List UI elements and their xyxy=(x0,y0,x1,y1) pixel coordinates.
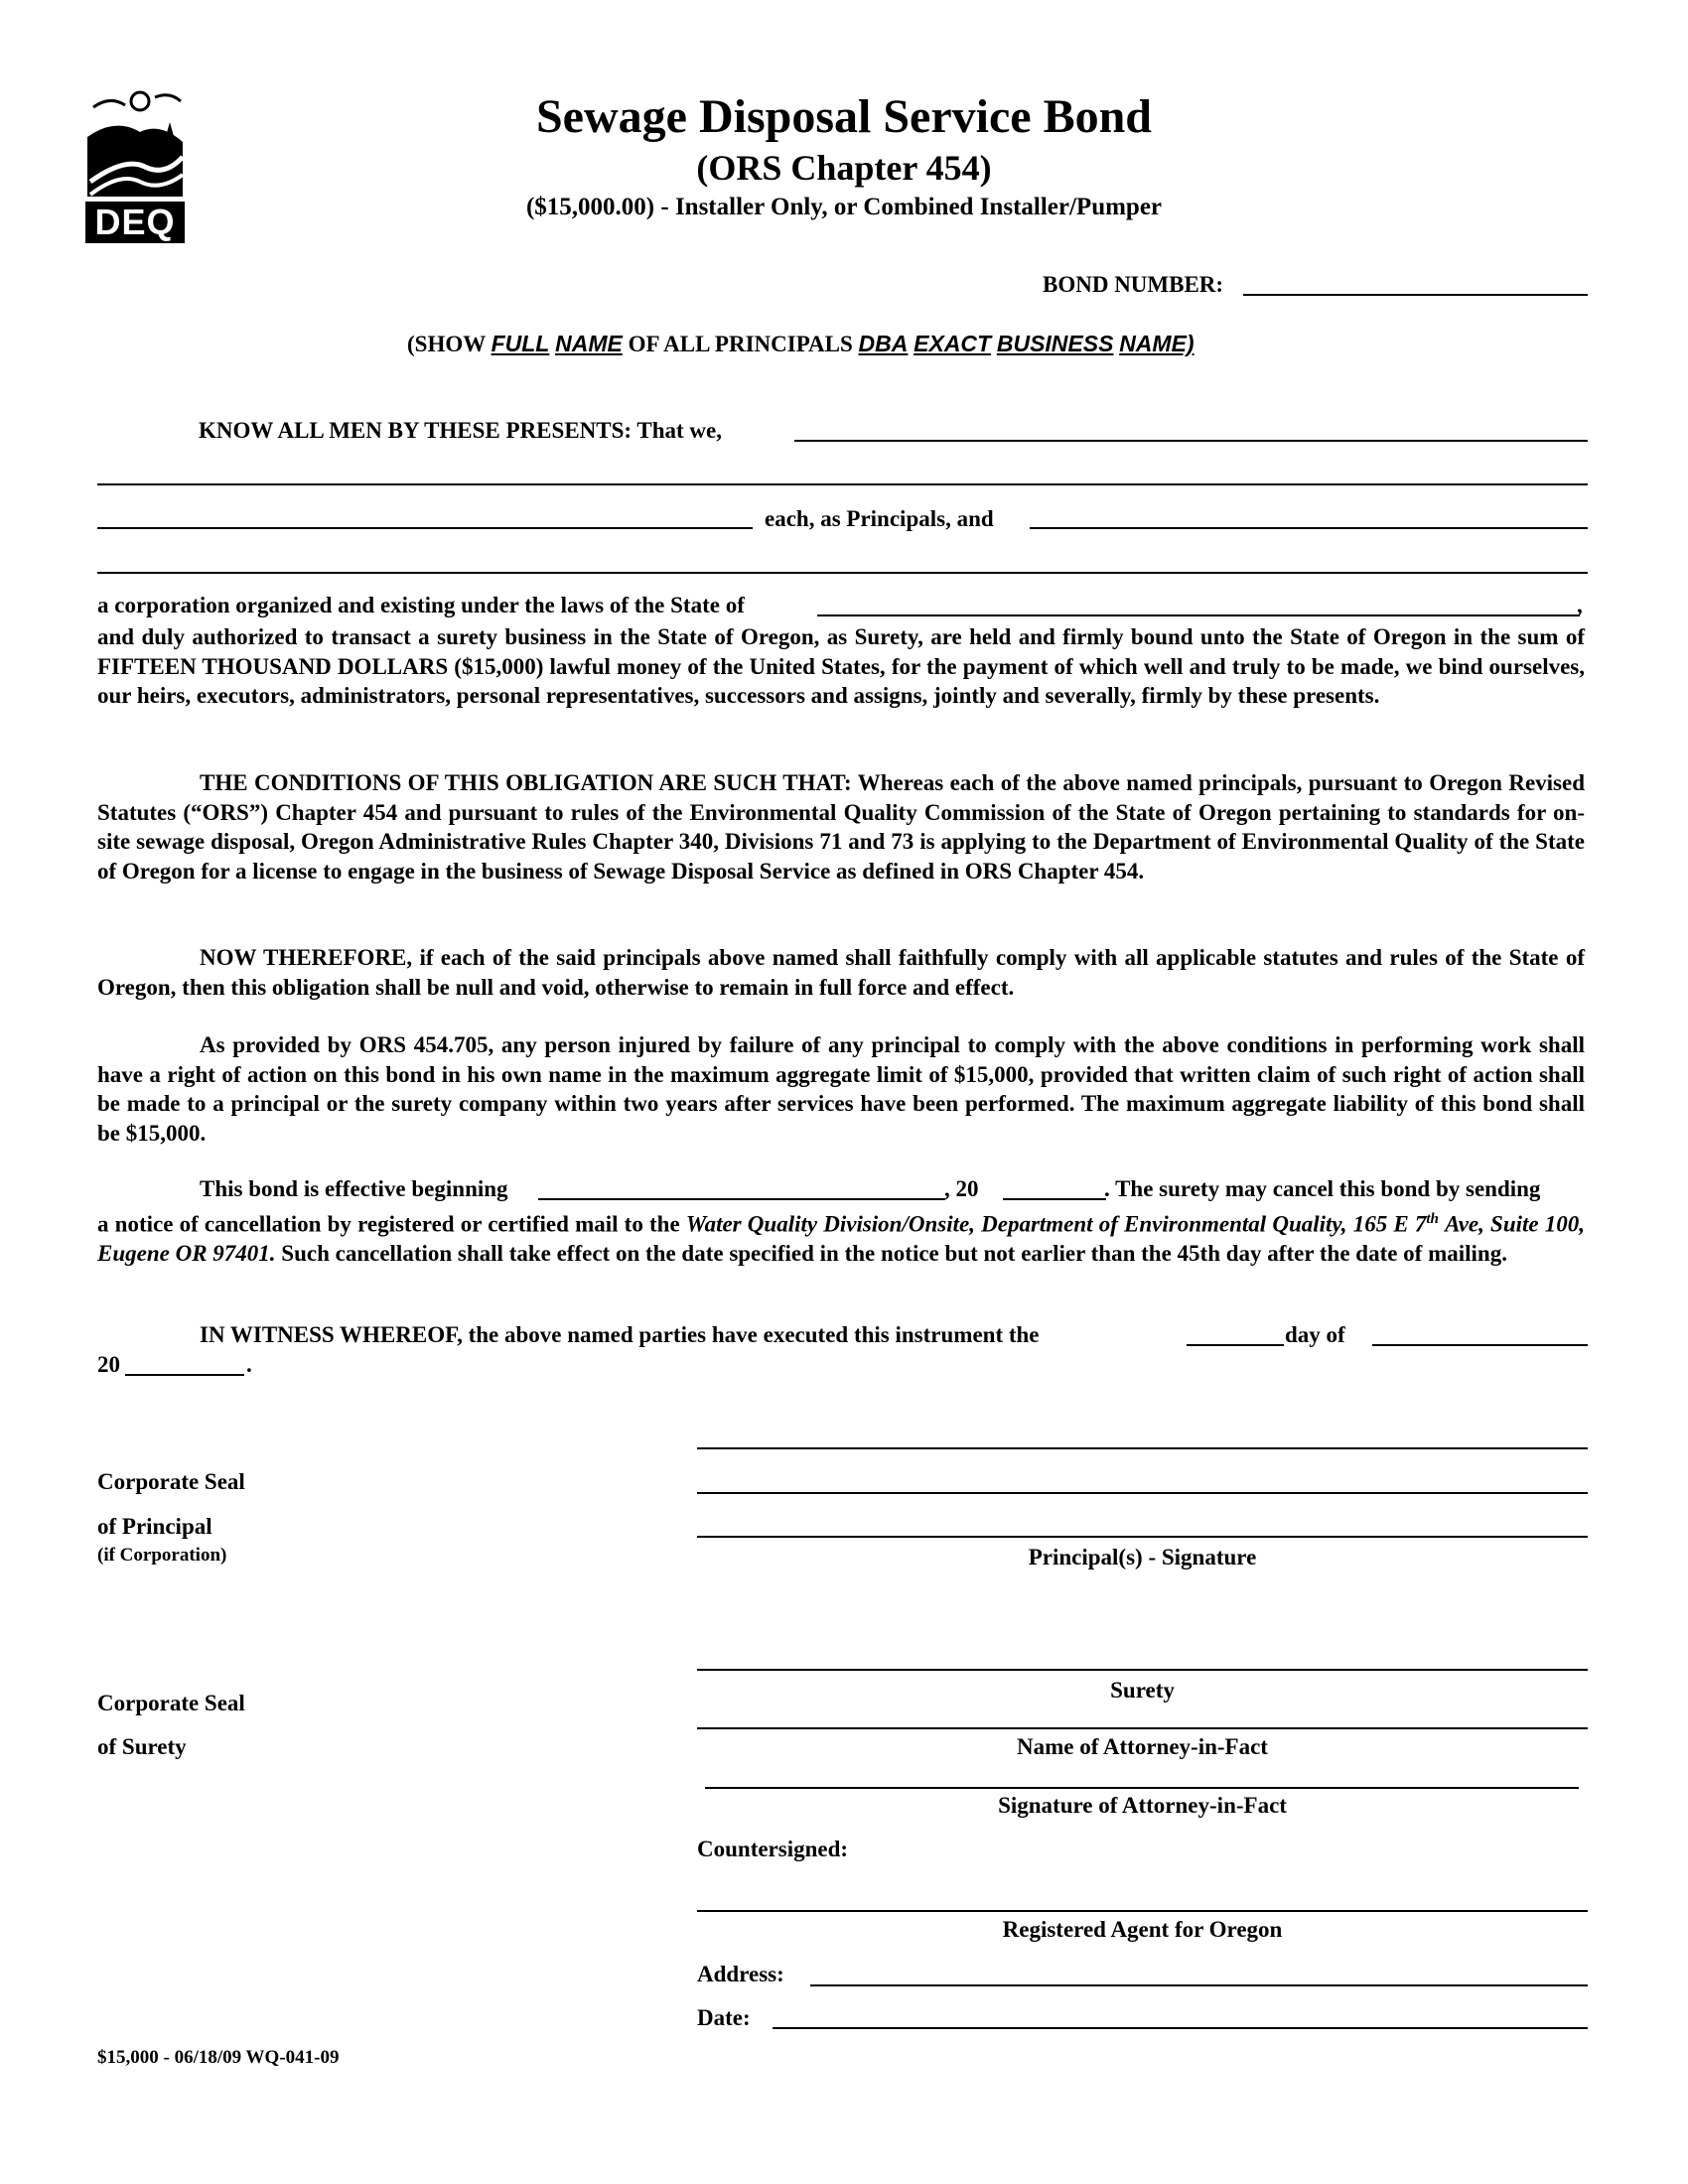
name-attorney-label: Name of Attorney-in-Fact xyxy=(1017,1734,1268,1759)
witness-twenty-text: 20 xyxy=(97,1352,120,1377)
comma: , xyxy=(1577,593,1583,617)
conditions-paragraph: THE CONDITIONS OF THIS OBLIGATION ARE SUCH THAT: Whereas each of the above named principals, pursuant to Oregon Revised Statutes (“ORS”) Chapter 454 and pursuant to rules of the Environmental Quality Commission of the State of Oregon pertaining to standards for on-site sewage disposal, Oregon Administrative Rules Chapter 340, Divisions 71 and 73 is applying to the Department of Environmental Quality of the State of Oregon for a license to engage in the business of Sewage Disposal Service as defined in ORS Chapter 454. xyxy=(97,770,1585,884)
principal-signature-line-2[interactable] xyxy=(697,1492,1588,1494)
effective-year-field[interactable] xyxy=(1003,1198,1106,1200)
surety-binding-paragraph: and duly authorized to transact a surety business in the State of Oregon, as Surety, are held and firmly bound unto the State of Oregon in the sum of FIFTEEN THOUSAND DOLLARS ($15,000) lawful money of the United States, for the payment of which well and truly to be made, we bind ourselves, our heirs, executors, administrators, personal representatives, successors and assigns, jointly and severally, firmly by these presents. xyxy=(97,624,1585,708)
corporate-seal-surety-label: Corporate Seal xyxy=(97,1691,245,1715)
surety-name-field-1[interactable] xyxy=(1030,527,1588,529)
document-subtitle: (ORS Chapter 454) xyxy=(696,148,992,188)
registered-agent-label: Registered Agent for Oregon xyxy=(1002,1917,1283,1942)
witness-month-field[interactable] xyxy=(1372,1344,1588,1346)
date-field[interactable] xyxy=(773,2027,1588,2029)
signature-attorney-label: Signature of Attorney-in-Fact xyxy=(998,1793,1287,1818)
document-title: Sewage Disposal Service Bond xyxy=(535,90,1152,143)
witness-year-field[interactable] xyxy=(125,1374,244,1376)
date-label: Date: xyxy=(697,2005,751,2030)
surety-label: Surety xyxy=(1110,1678,1175,1703)
deq-logo xyxy=(85,87,185,241)
principal-signature-line-3[interactable] xyxy=(697,1536,1588,1538)
now-therefore-paragraph: NOW THEREFORE, if each of the said principals above named shall faithfully comply with all applicable statutes and rules of the State of Oregon, then this obligation shall be null and void, otherwise to remain in full force and effect. xyxy=(97,945,1585,1000)
deq-landscape-icon xyxy=(85,87,185,197)
surety-state-field[interactable] xyxy=(817,614,1580,616)
of-surety-label: of Surety xyxy=(97,1734,187,1759)
effective-date-field[interactable] xyxy=(538,1198,945,1200)
witness-period: . xyxy=(246,1352,252,1377)
registered-agent-field[interactable] xyxy=(697,1910,1588,1912)
principal-signature-line-1[interactable] xyxy=(697,1447,1588,1449)
ors-provision-paragraph: As provided by ORS 454.705, any person injured by failure of any principal to comply with the above conditions in performing work shall have a right of action on this bond in his own name in the maximum aggregate limit of $15,000, provided that written claim of such right of action shall be made to a principal or the surety company within two years after services have been performed. The maximum aggregate liability of this bond shall be $15,000. xyxy=(97,1032,1585,1146)
attorney-signature-field[interactable] xyxy=(705,1787,1579,1789)
principal-signature-label: Principal(s) - Signature xyxy=(1028,1545,1257,1570)
principal-name-field-2[interactable] xyxy=(97,483,1588,485)
know-all-men-text: KNOW ALL MEN BY THESE PRESENTS: That we, xyxy=(199,418,723,443)
principal-name-field-3[interactable] xyxy=(97,527,753,529)
countersigned-label: Countersigned: xyxy=(697,1837,849,1861)
principal-name-field-1[interactable] xyxy=(794,440,1588,442)
form-footer-code: $15,000 - 06/18/09 WQ-041-09 xyxy=(97,2047,340,2068)
each-principals-text: each, as Principals, and xyxy=(765,506,994,531)
corporate-seal-principal-label: Corporate Seal xyxy=(97,1469,245,1494)
show-full-name-instruction: (SHOW FULL NAME OF ALL PRINCIPALS DBA EXACT BUSINESS NAME) xyxy=(407,331,1195,356)
address-field[interactable] xyxy=(810,1984,1588,1986)
if-corporation-label: (if Corporation) xyxy=(97,1545,227,1566)
surety-field[interactable] xyxy=(697,1669,1588,1671)
effective-beginning-text: This bond is effective beginning xyxy=(200,1176,508,1201)
of-principal-label: of Principal xyxy=(97,1514,212,1539)
attorney-name-field[interactable] xyxy=(697,1727,1588,1729)
surety-cancel-text: . The surety may cancel this bond by sending xyxy=(1104,1176,1541,1201)
surety-name-field-2[interactable] xyxy=(97,572,1588,574)
bond-number-field[interactable] xyxy=(1243,294,1588,296)
corporation-text: a corporation organized and existing under the laws of the State of xyxy=(97,593,745,617)
witness-day-field[interactable] xyxy=(1187,1344,1284,1346)
effective-twenty-text: , 20 xyxy=(944,1176,979,1201)
day-of-text: day of xyxy=(1285,1322,1345,1347)
deq-logo-text: DEQ xyxy=(85,202,185,243)
cancellation-paragraph: a notice of cancellation by registered or certified mail to the Water Quality Division/Onsite, Department of Environmental Quality, 165 E 7th Ave, Suite 100, Eugene OR 97401. Such cancellation shall take effect on the date specified in the notice but not earlier than the 45th day after the date of mailing. xyxy=(97,1211,1586,1267)
witness-text: IN WITNESS WHEREOF, the above named parties have executed this instrument the xyxy=(200,1322,1040,1347)
address-label: Address: xyxy=(697,1962,784,1986)
bond-number-label: BOND NUMBER: xyxy=(1043,272,1224,297)
document-subtitle-amount: ($15,000.00) - Installer Only, or Combined Installer/Pumper xyxy=(525,194,1163,220)
